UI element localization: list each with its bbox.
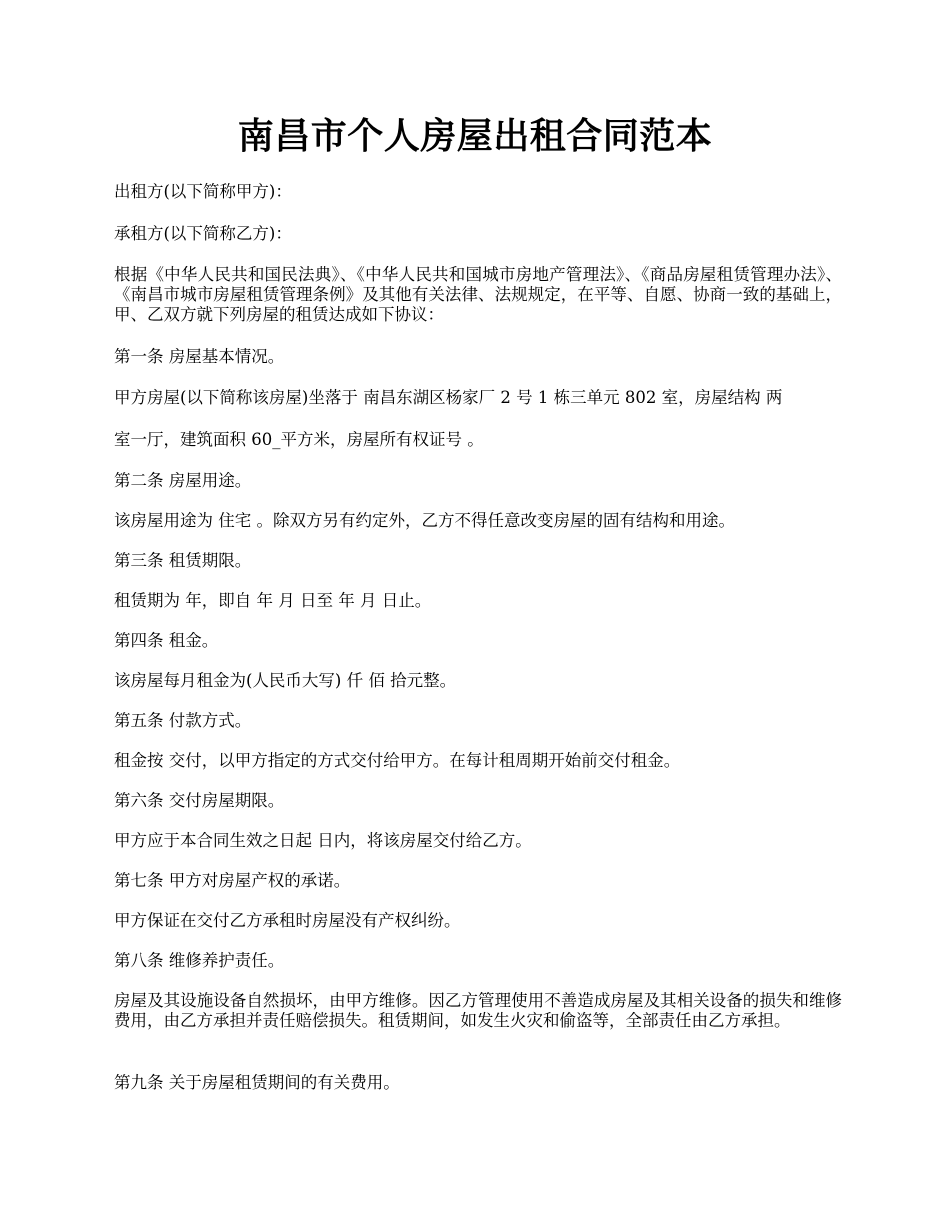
article-5-body: 租金按 交付，以甲方指定的方式交付给甲方。在每计租周期开始前交付租金。 <box>114 751 681 770</box>
article-1-body-line-1: 甲方房屋(以下简称该房屋)坐落于 南昌东湖区杨家厂 2 号 1 栋三单元 802 室，房屋结构 两 <box>114 388 783 407</box>
article-7-heading: 第七条 甲方对房屋产权的承诺。 <box>114 871 351 890</box>
article-3-body: 租赁期为 年，即自 年 月 日至 年 月 日止。 <box>114 591 432 610</box>
article-2-heading: 第二条 房屋用途。 <box>114 471 252 490</box>
article-6-body: 甲方应于本合同生效之日起 日内，将该房屋交付给乙方。 <box>114 831 532 850</box>
article-7-body: 甲方保证在交付乙方承租时房屋没有产权纠纷。 <box>114 911 461 930</box>
article-9-heading: 第九条 关于房屋租赁期间的有关费用。 <box>114 1073 400 1092</box>
lessor-line: 出租方(以下简称甲方)： <box>114 182 292 201</box>
article-1-body-line-2: 室一厅，建筑面积 60_平方米，房屋所有权证号 。 <box>114 430 484 449</box>
preamble-paragraph: 根据《中华人民共和国民法典》、《中华人民共和国城市房地产管理法》、《商品房屋租赁管理办法》、《南昌市城市房屋租赁管理条例》及其他有关法律、法规规定，在平等、自愿、协商一致的基础上，甲、乙双方就下列房屋的租赁达成如下协议： <box>114 265 842 324</box>
lessee-line: 承租方(以下简称乙方)： <box>114 224 292 243</box>
article-5-heading: 第五条 付款方式。 <box>114 711 252 730</box>
article-4-body: 该房屋每月租金为(人民币大写) 仟 佰 拾元整。 <box>114 671 457 690</box>
article-6-heading: 第六条 交付房屋期限。 <box>114 791 285 810</box>
document-title: 南昌市个人房屋出租合同范本 <box>237 115 713 157</box>
article-2-body: 该房屋用途为 住宅 。除双方另有约定外，乙方不得任意改变房屋的固有结构和用途。 <box>114 511 735 530</box>
article-1-heading: 第一条 房屋基本情况。 <box>114 347 285 366</box>
article-8-heading: 第八条 维修养护责任。 <box>114 951 285 970</box>
article-3-heading: 第三条 租赁期限。 <box>114 551 252 570</box>
article-4-heading: 第四条 租金。 <box>114 631 219 650</box>
article-8-body: 房屋及其设施设备自然损坏，由甲方维修。因乙方管理使用不善造成房屋及其相关设备的损失和维修费用，由乙方承担并责任赔偿损失。租赁期间，如发生火灾和偷盗等，全部责任由乙方承担。 <box>114 991 842 1030</box>
